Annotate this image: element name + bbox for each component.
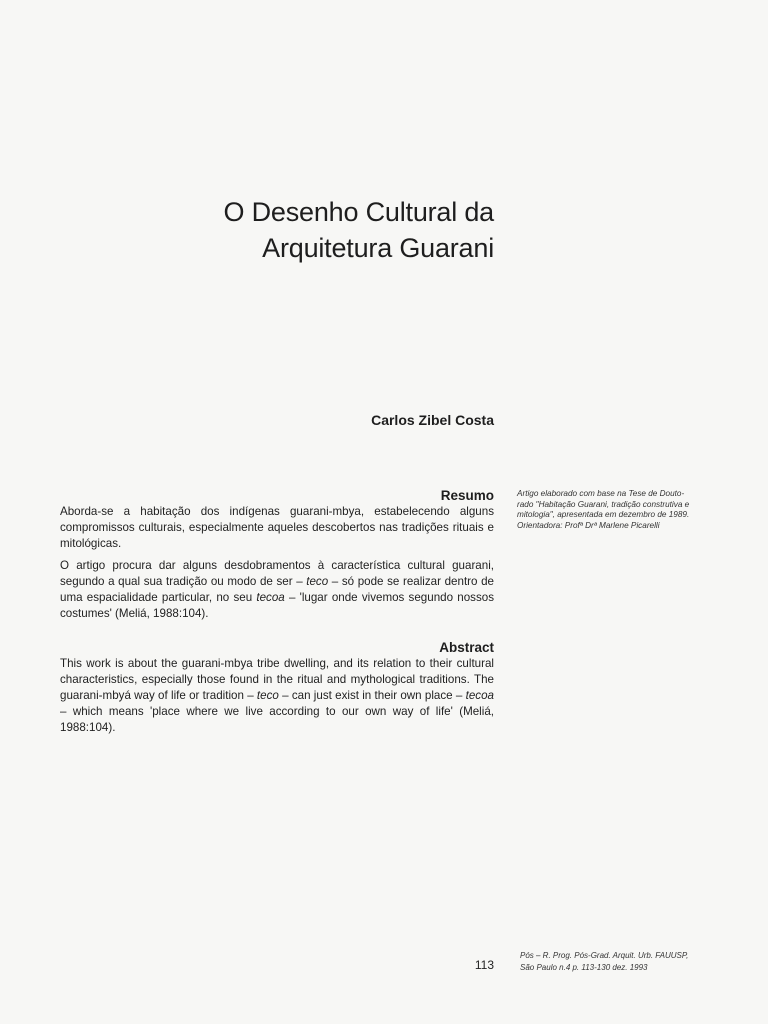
page-number: 113: [474, 958, 494, 972]
side-note-line-1: Artigo elaborado com base na Tese de Douto-: [517, 489, 685, 498]
article-title: [60, 194, 494, 266]
abstract-paragraph: [60, 656, 494, 736]
resumo-p2-part-a: O artigo procura dar alguns desdobramentos à característica cultural guarani, segundo a qual sua tradição ou modo de ser –: [60, 559, 494, 588]
abstract-part-a: This work is about the guarani-mbya tribe dwelling, and its relation to their cultural characteristics, especially those found in the ritual and mythological traditions. The guarani-mbyá way of life or tradition –: [60, 657, 494, 702]
resumo-p2-part-c: – 'lugar onde vivemos segundo nossos costumes' (Meliá, 1988:104).: [60, 591, 494, 620]
journal-ref-line-2: São Paulo n.4 p. 113-130 dez. 1993: [520, 963, 648, 972]
tecoa-term-en: tecoa: [465, 689, 494, 702]
resumo-paragraph-2: [60, 558, 494, 622]
resumo-heading: Resumo: [440, 488, 494, 503]
journal-ref-line-1: Pós – R. Prog. Pós-Grad. Arquit. Urb. FAUUSP,: [520, 951, 689, 960]
title-line-2: Arquitetura Guarani: [262, 233, 494, 263]
abstract-part-b: – can just exist in their own place –: [278, 689, 466, 702]
author-name: Carlos Zibel Costa: [371, 412, 494, 428]
resumo-paragraph-1: [60, 504, 494, 552]
resumo-p2-part-b: – só pode se realizar dentro de uma espacialidade particular, no seu: [60, 575, 494, 604]
abstract-heading: Abstract: [439, 640, 494, 655]
teco-term-en: teco: [256, 689, 279, 702]
resumo-p1-text: Aborda-se a habitação dos indígenas guarani-mbya, estabelecendo alguns compromissos culturais, especialmente aqueles descobertos nas tradições rituais e mitológicas.: [60, 505, 494, 550]
side-note-line-4: Orientadora: Profª Drª Marlene Picarelli: [517, 520, 660, 530]
tecoa-term: tecoa: [256, 591, 285, 604]
side-note-line-2: rado "Habitação Guarani, tradição construtiva e: [517, 499, 690, 509]
side-note-line-3: mitologia", apresentada em dezembro de 1989.: [517, 510, 690, 519]
side-note: [517, 489, 713, 531]
abstract-part-c: – which means 'place where we live according to our own way of life' (Meliá, 1988:104).: [60, 705, 494, 734]
teco-term: teco: [306, 575, 329, 588]
journal-reference: [520, 950, 720, 974]
title-line-1: O Desenho Cultural da: [223, 197, 494, 227]
